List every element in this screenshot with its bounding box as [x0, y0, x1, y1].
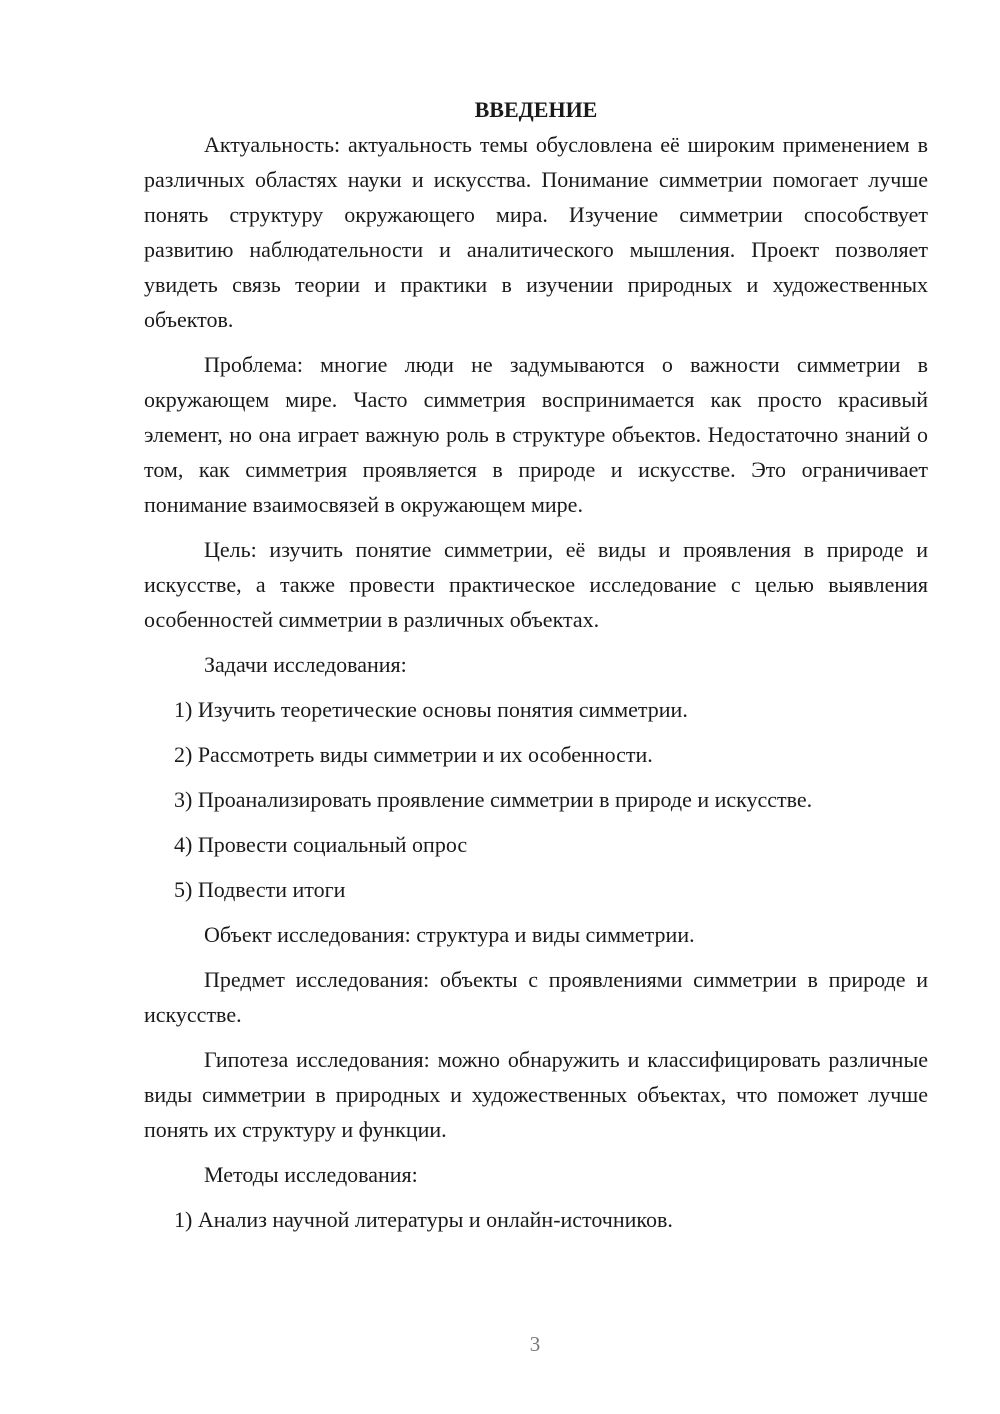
methods-heading: Методы исследования:	[204, 1162, 418, 1187]
tasks-heading: Задачи исследования:	[204, 652, 407, 677]
task-item-5: 5) Подвести итоги	[174, 877, 346, 902]
task-item-1: 1) Изучить теоретические основы понятия симметрии.	[174, 697, 688, 722]
task-item-4: 4) Провести социальный опрос	[174, 832, 468, 857]
goal-paragraph: Цель: изучить понятие симметрии, её виды и проявления в природе и искусстве, а также провести практическое исследование с целью выявления особенностей симметрии в различных объектах.	[144, 537, 928, 632]
task-item-3: 3) Проанализировать проявление симметрии в природе и искусстве.	[174, 787, 813, 812]
relevance-paragraph: Актуальность: актуальность темы обусловлена её широким применением в различных областях науки и искусства. Понимание симметрии помогает лучше понять структуру окружающего мира. Изучение симметрии способствует развитию наблюдательности и аналитического мышления. Проект позволяет увидеть связь теории и практики в изучении природных и художественных объектов.	[144, 132, 928, 332]
hypothesis-paragraph: Гипотеза исследования: можно обнаружить и классифицировать различные виды симметрии в природных и художественных объектах, что поможет лучше понять их структуру и функции.	[144, 1047, 928, 1142]
object-paragraph: Объект исследования: структура и виды симметрии.	[204, 922, 695, 947]
page-title: ВВЕДЕНИЕ	[474, 97, 598, 122]
method-item-1: 1) Анализ научной литературы и онлайн-источников.	[174, 1207, 673, 1232]
page-number: 3	[529, 1332, 541, 1356]
task-item-2: 2) Рассмотреть виды симметрии и их особенности.	[174, 742, 653, 767]
problem-paragraph: Проблема: многие люди не задумываются о важности симметрии в окружающем мире. Часто симметрия воспринимается как просто красивый элемент, но она играет важную роль в структуре объектов. Недостаточно знаний о том, как симметрия проявляется в природе и искусстве. Это ограничивает понимание взаимосвязей в окружающем мире.	[144, 352, 928, 517]
subject-paragraph: Предмет исследования: объекты с проявлениями симметрии в природе и искусстве.	[144, 967, 928, 1027]
document-page	[144, 92, 928, 1247]
